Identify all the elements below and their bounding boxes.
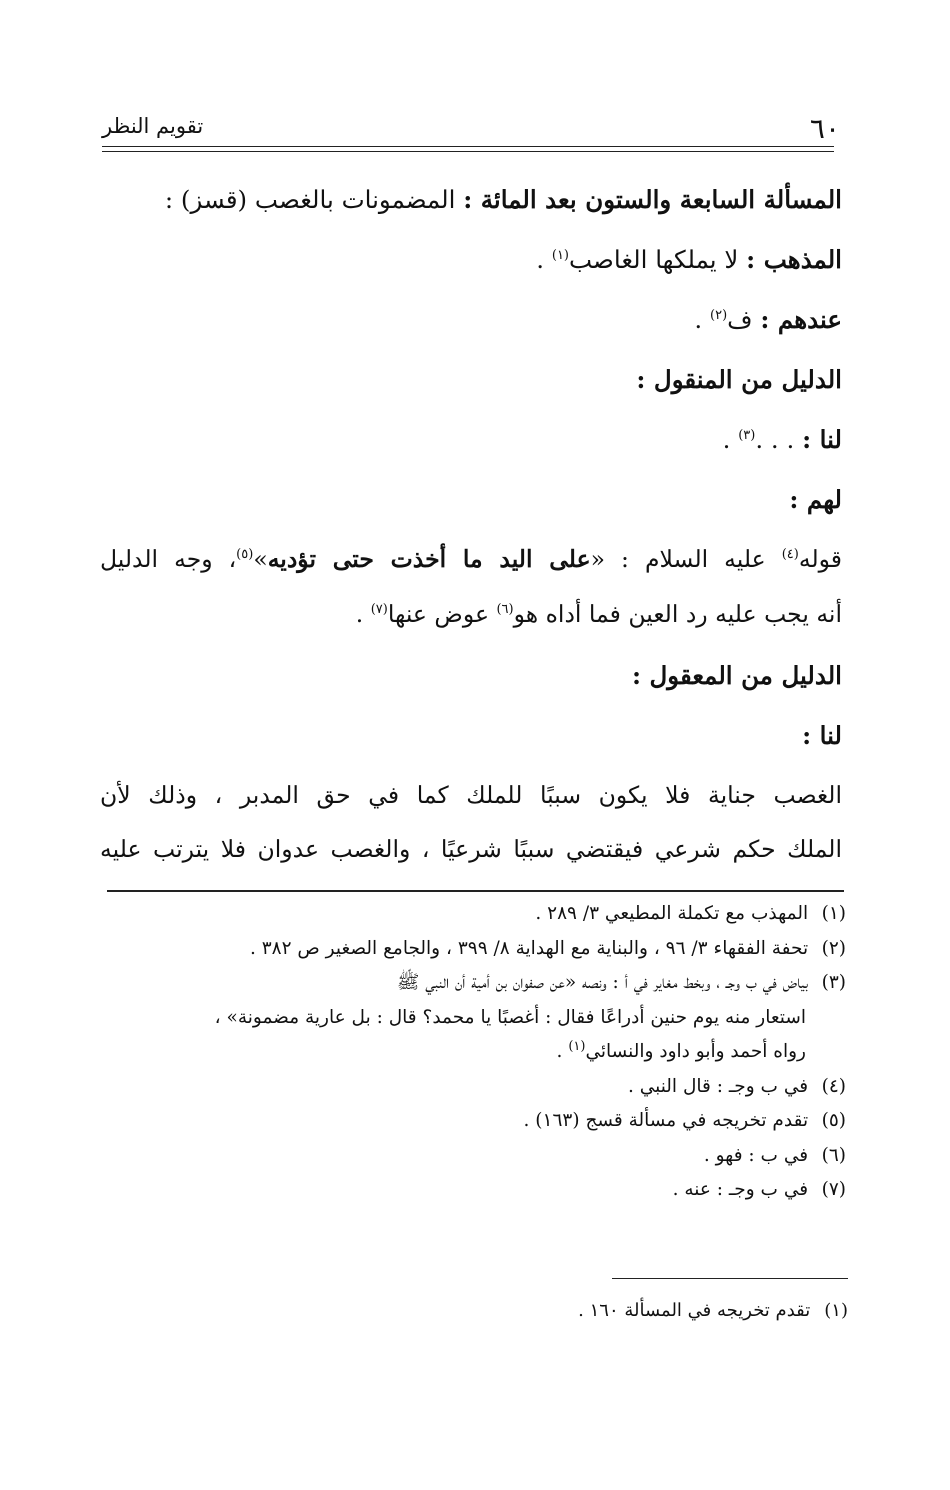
indahum-label: عندهم : (760, 305, 842, 334)
footnote-ref: (٣) (738, 427, 756, 443)
footnote-text: في ب وجـ : عنه . (672, 1179, 809, 1200)
sub-footnote-rule (612, 1278, 848, 1279)
indahum-line (100, 290, 842, 350)
footnote-ref: (٧) (370, 602, 388, 618)
lahum-label: لهم : (789, 485, 842, 514)
hadith-text: قوله (798, 545, 842, 573)
lana-label: لنا : (802, 721, 842, 750)
lana-text: . . . (755, 425, 803, 454)
sub-footnote (400, 1295, 848, 1327)
issue-title-bold: المسألة السابعة والستون بعد المائة : (463, 185, 842, 214)
issue-title (100, 170, 842, 230)
footnote-ref: (٢) (710, 307, 728, 323)
header-rule-top (102, 146, 834, 147)
footnote-number: (٤) (821, 1075, 846, 1097)
footnote-ref: (٤) (781, 547, 799, 563)
lana-line-1 (100, 410, 842, 470)
footnote-text: تقدم تخريجه في مسألة قسج (١٦٣) . (523, 1110, 809, 1131)
punct: . (536, 245, 552, 274)
footnote-continuation (108, 1001, 846, 1036)
footnote (108, 1139, 846, 1174)
hadith-text: عوض عنها (387, 600, 497, 628)
footnote-number: (١) (821, 903, 846, 924)
lana-line-2 (100, 706, 842, 768)
footnote-number: (٣) (821, 972, 846, 993)
madhhab-text: لا يملكها الغاصب (569, 245, 747, 274)
footnote-number: (٧) (821, 1179, 846, 1200)
footnote-text: في ب : فهو . (703, 1144, 809, 1166)
footnote-text: تحفة الفقهاء ٣/ ٩٦ ، والبناية مع الهداية ٨/ ٣٩٩ ، والجامع الصغير ص ٣٨٢ . (249, 937, 809, 959)
main-text (100, 170, 842, 876)
footnote-number: (٢) (821, 937, 846, 959)
footnote (108, 932, 846, 967)
reason-line-1: الغصب جناية فلا يكون سببًا للملك كما في حق المدبر ، وذلك لأن (100, 781, 842, 809)
page-number: ٦٠ (809, 112, 840, 145)
footnote-text: بياض في ب وجـ ، وبخط مغاير في أ : ونصه «عن صفوان بن أمية أن النبي ﷺ (397, 972, 809, 993)
hadith-line-1 (100, 532, 842, 587)
sub-footnotes (400, 1295, 848, 1327)
footnote-rule (107, 890, 844, 892)
punct: . (694, 305, 710, 334)
footnote-number: (٥) (821, 1110, 846, 1131)
footnote (108, 966, 846, 1001)
naql-heading (100, 350, 842, 410)
issue-title-rest: المضمونات بالغصب (قسز) : (164, 185, 464, 214)
footnote-text: رواه أحمد وأبو داود والنسائي (585, 1041, 806, 1062)
footnote-text: استعار منه يوم حنين أدراعًا فقال : أغصبًا يا محمد؟ قال : بل عارية مضمونة» ، (214, 1006, 806, 1028)
hadith-text: أنه يجب عليه رد العين فما أداه هو (513, 600, 842, 628)
footnotes (108, 897, 846, 1208)
footnote (108, 897, 846, 932)
lahum-line (100, 470, 842, 532)
naql-heading-text: الدليل من المنقول : (636, 365, 842, 394)
header-rule-bottom (102, 151, 834, 152)
punct: . (556, 1041, 569, 1062)
aql-heading-text: الدليل من المعقول : (631, 661, 842, 690)
reason-line-2: الملك حكم شرعي فيقتضي سببًا شرعيًا ، والغصب عدوان فلا يترتب عليه (100, 835, 842, 863)
footnote (108, 1173, 846, 1208)
reason-paragraph (100, 768, 842, 876)
footnote-ref: (١) (568, 1038, 586, 1054)
hadith-quote: على اليد ما أخذت حتى تؤديه (267, 545, 591, 573)
footnote-number: (٦) (821, 1144, 846, 1166)
running-title: تقويم النظر (102, 114, 204, 138)
indahum-text: ف (727, 305, 761, 334)
punct: . (355, 600, 371, 628)
footnote-ref: (٦) (496, 602, 514, 618)
aql-heading (100, 646, 842, 706)
hadith-line-2 (100, 587, 842, 642)
hadith-text: عليه السلام : « (590, 545, 782, 573)
footnote-text: في ب وجـ : قال النبي . (627, 1075, 809, 1097)
madhhab-label: المذهب : (746, 245, 842, 274)
hadith-text: ، وجه الدليل (100, 545, 237, 573)
footnote-text: المهذب مع تكملة المطيعي ٣/ ٢٨٩ . (535, 903, 809, 924)
footnote (108, 1104, 846, 1139)
punct: . (722, 425, 739, 454)
footnote-ref: (٥) (236, 547, 254, 563)
lana-label: لنا : (802, 425, 842, 454)
hadith-paragraph (100, 532, 842, 642)
footnote-ref: (١) (551, 247, 569, 263)
footnote-number: (١) (824, 1300, 848, 1321)
hadith-text: » (253, 545, 268, 573)
madhhab-line (100, 230, 842, 290)
footnote (108, 1070, 846, 1105)
footnote-continuation (108, 1035, 846, 1070)
footnote-text: تقدم تخريجه في المسألة ١٦٠ . (578, 1300, 811, 1321)
